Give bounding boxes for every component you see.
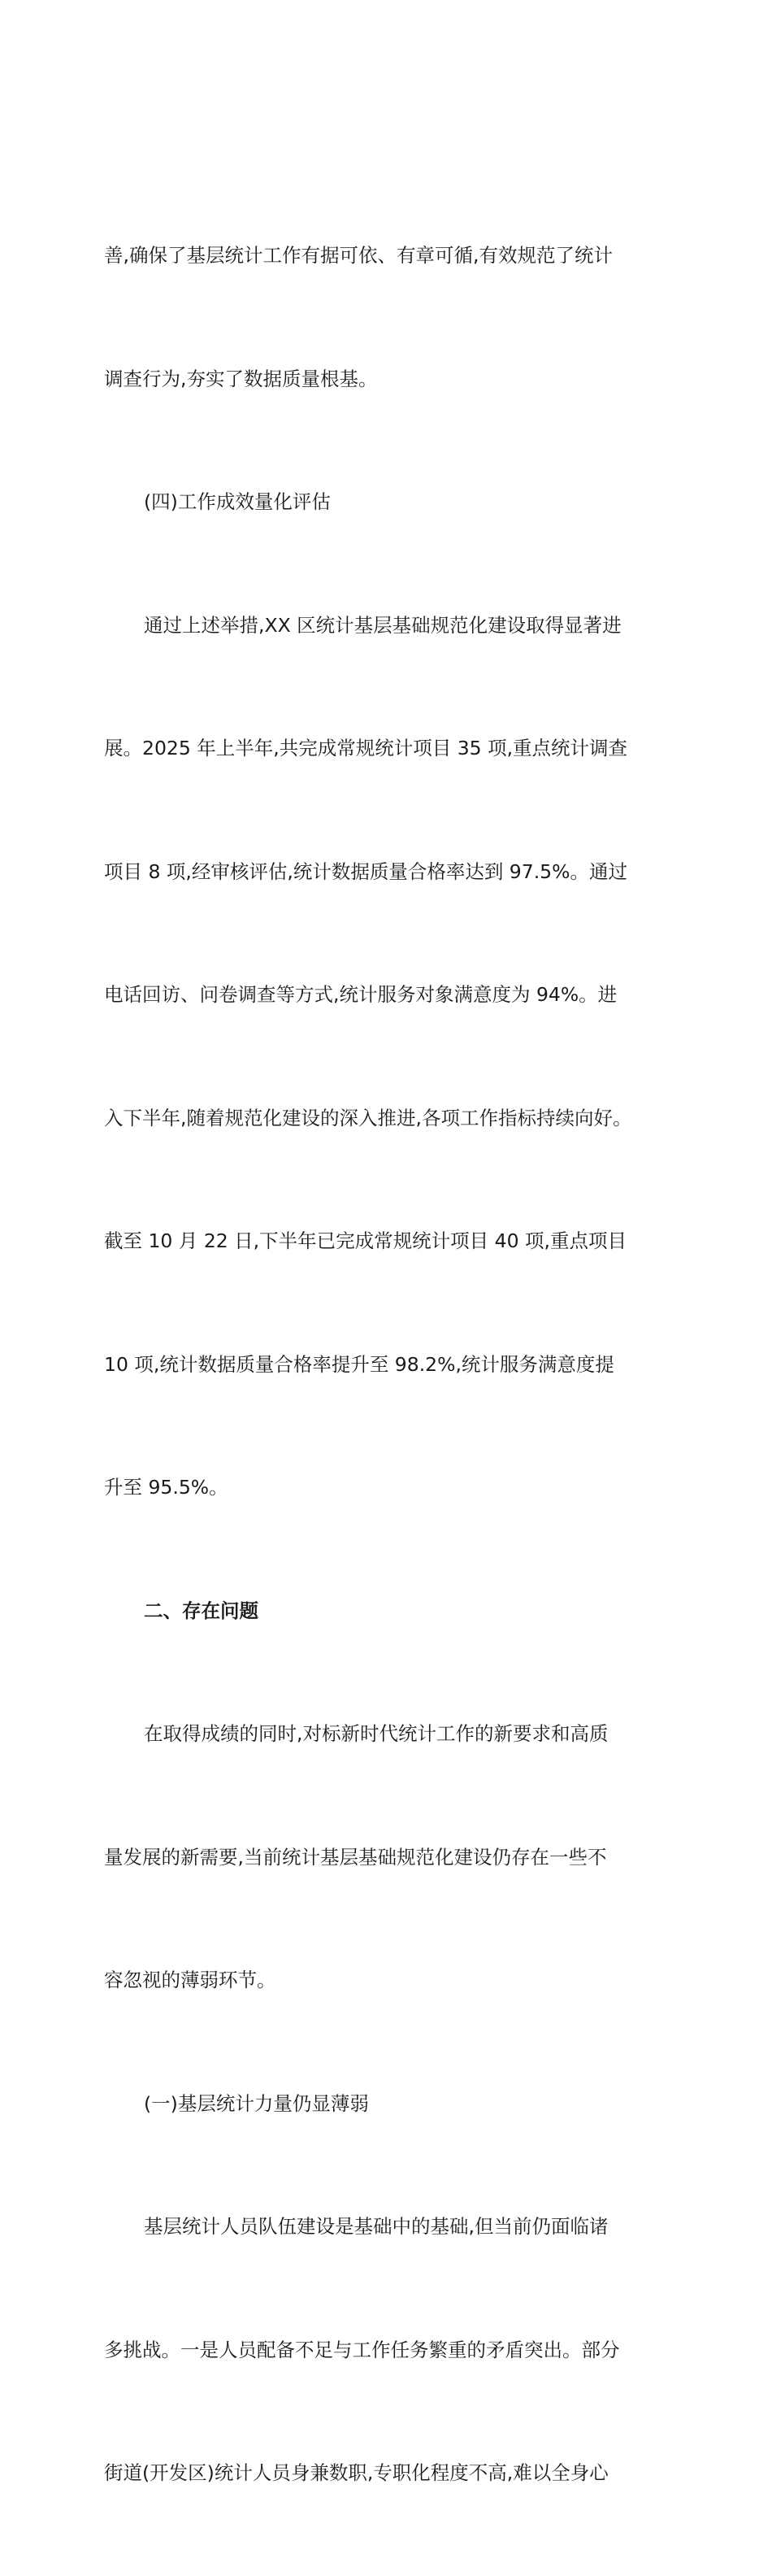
paragraph-line: 10 项,统计数据质量合格率提升至 98.2%,统计服务满意度提 (104, 1352, 614, 1376)
section-subheading: (四)工作成效量化评估 (144, 490, 331, 513)
paragraph-line: 电话回访、问卷调查等方式,统计服务对象满意度为 94%。进 (104, 983, 618, 1006)
paragraph-line: 在取得成绩的同时,对标新时代统计工作的新要求和高质 (144, 1722, 609, 1745)
paragraph-line: 量发展的新需要,当前统计基层基础规范化建设仍存在一些不 (104, 1845, 607, 1869)
section-heading: 二、存在问题 (144, 1599, 258, 1622)
paragraph-line: 基层统计人员队伍建设是基础中的基础,但当前仍面临诸 (144, 2215, 609, 2238)
paragraph-line: 通过上述举措,XX 区统计基层基础规范化建设取得显著进 (144, 613, 622, 637)
section-subheading: (一)基层统计力量仍显薄弱 (144, 2091, 369, 2115)
paragraph-line: 截至 10 月 22 日,下半年已完成常规统计项目 40 项,重点项目 (104, 1229, 627, 1252)
paragraph-line: 升至 95.5%。 (104, 1476, 228, 1499)
paragraph-line: 调查行为,夯实了数据质量根基。 (104, 367, 378, 390)
paragraph-line: 入下半年,随着规范化建设的深入推进,各项工作指标持续向好。 (104, 1106, 632, 1129)
paragraph-line: 项目 8 项,经审核评估,统计数据质量合格率达到 97.5%。通过 (104, 859, 627, 883)
paragraph-line: 容忽视的薄弱环节。 (104, 1969, 276, 1991)
document-body (104, 153, 665, 2576)
paragraph-line: 善,确保了基层统计工作有据可依、有章可循,有效规范了统计 (104, 244, 613, 267)
paragraph-line: 多挑战。一是人员配备不足与工作任务繁重的矛盾突出。部分 (104, 2338, 620, 2361)
paragraph-line: 街道(开发区)统计人员身兼数职,专职化程度不高,难以全身心 (104, 2461, 609, 2484)
paragraph-line: 展。2025 年上半年,共完成常规统计项目 35 项,重点统计调查 (104, 737, 628, 759)
